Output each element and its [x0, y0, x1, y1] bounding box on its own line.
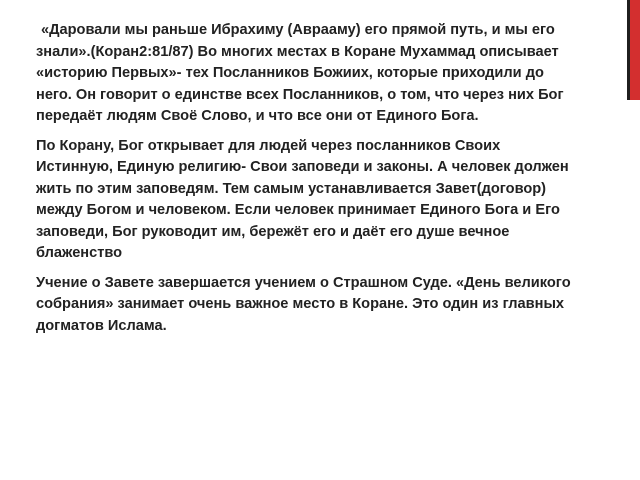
paragraph-judgment-day: Учение о Завете завершается учением о Страшном Суде. «День великого собрания» занимает очень важное место в Коране. Это один из главных догматов Ислама.	[36, 274, 571, 334]
slide-content	[36, 20, 576, 345]
accent-bar	[630, 0, 640, 100]
paragraph-abraham-quote: «Даровали мы раньше Ибрахиму (Аврааму) его прямой путь, и мы его знали».(Коран2:81/87) Во многих местах в Коране Мухаммад описывает «историю Первых»- тех Посланников Божиих, которые приходили до него. Он говорит о единстве всех Посланников, о том, что через них Бог передаёт людям Своё Слово, и что все они от Единого Бога.	[36, 22, 564, 124]
paragraph-covenant: По Корану, Бог открывает для людей через посланников Своих Истинную, Единую религию- Свои заповеди и законы. А человек должен жить по этим заповедям. Тем самым устанавливается Завет(договор) между Богом и человеком. Если человек принимает Единого Бога и Его заповеди, Бог руководит им, бережёт его и даёт его душе вечное блаженство	[36, 137, 569, 261]
